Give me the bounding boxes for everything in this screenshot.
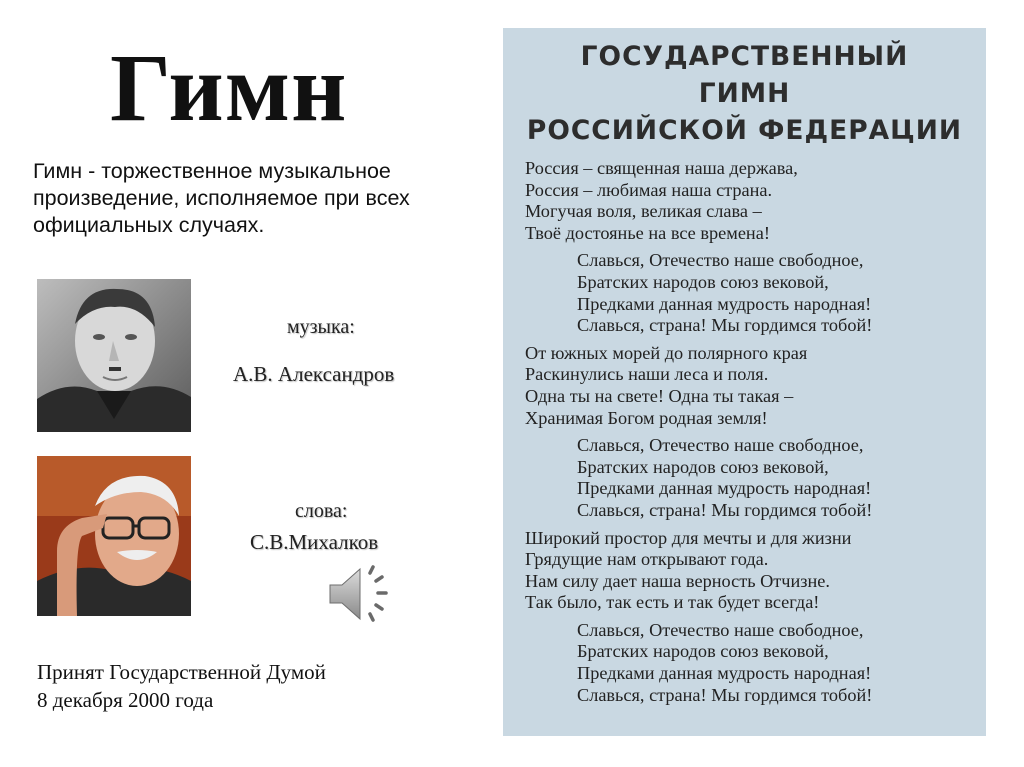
lyric-line: Россия – священная наша держава, [525, 158, 798, 178]
lyric-line: Славься, страна! Мы гордимся тобой! [577, 499, 873, 520]
lyric-line: Нам силу дает наша верность Отчизне. [525, 570, 830, 591]
lyric-line: Так было, так есть и так будет всегда! [525, 592, 820, 613]
anthem-heading-line: ГИМН [698, 78, 791, 109]
lyric-line: Славься, страна! Мы гордимся тобой! [577, 684, 873, 705]
chorus-1 [525, 250, 975, 336]
adoption-note [37, 658, 477, 714]
lyric-line: Братских народов союз вековой, [577, 641, 829, 662]
speaker-sound-icon[interactable] [328, 563, 394, 625]
lyric-line: Одна ты на свете! Одна ты такая – [525, 385, 794, 406]
anthem-heading-line: ГОСУДАРСТВЕННЫЙ [580, 41, 909, 72]
poet-portrait [37, 456, 191, 616]
page-title: Гимн [110, 34, 348, 141]
anthem-lyrics [525, 158, 975, 712]
chorus-3 [525, 620, 975, 706]
lyric-line: Широкий простор для мечты и для жизни [525, 527, 852, 548]
definition-text: Гимн - торжественное музыкальное произведение, исполняемое при всех официальных случаях. [33, 159, 410, 237]
anthem-heading [503, 28, 986, 149]
composer-portrait [37, 279, 191, 432]
lyric-line: Раскинулись наши леса и поля. [525, 364, 769, 385]
lyric-line: Славься, страна! Мы гордимся тобой! [577, 315, 873, 336]
adoption-line-2: 8 декабря 2000 года [37, 688, 214, 712]
lyric-line: Твоё достоянье на все времена! [525, 222, 770, 243]
verse-3 [525, 528, 975, 614]
lyric-line: От южных морей до полярного края [525, 342, 808, 363]
lyric-line: Хранимая Богом родная земля! [525, 407, 768, 428]
lyric-line: Россия – любимая наша страна. [525, 179, 773, 200]
lyric-line: Славься, Отечество наше свободное, [577, 435, 864, 456]
music-label: музыка: [287, 316, 355, 338]
poet-name: С.В.Михалков [250, 530, 379, 554]
verse-2 [525, 343, 975, 429]
composer-name: А.В. Александров [233, 362, 395, 386]
lyric-line: Братских народов союз вековой, [577, 456, 829, 477]
verse-1 [525, 158, 975, 244]
lyric-line: Предками данная мудрость народная! [577, 478, 872, 499]
lyric-line: Предками данная мудрость народная! [577, 663, 872, 684]
lyric-line: Братских народов союз вековой, [577, 271, 829, 292]
chorus-2 [525, 435, 975, 521]
lyric-line: Предками данная мудрость народная! [577, 293, 872, 314]
words-label: слова: [295, 500, 348, 522]
lyric-line: Славься, Отечество наше свободное, [577, 250, 864, 271]
lyric-line: Грядущие нам открывают года. [525, 549, 769, 570]
anthem-heading-line: РОССИЙСКОЙ ФЕДЕРАЦИИ [526, 115, 963, 146]
lyric-line: Славься, Отечество наше свободное, [577, 619, 864, 640]
anthem-text-panel [503, 28, 986, 736]
lyric-line: Могучая воля, великая слава – [525, 201, 762, 222]
adoption-line-1: Принят Государственной Думой [37, 660, 326, 684]
